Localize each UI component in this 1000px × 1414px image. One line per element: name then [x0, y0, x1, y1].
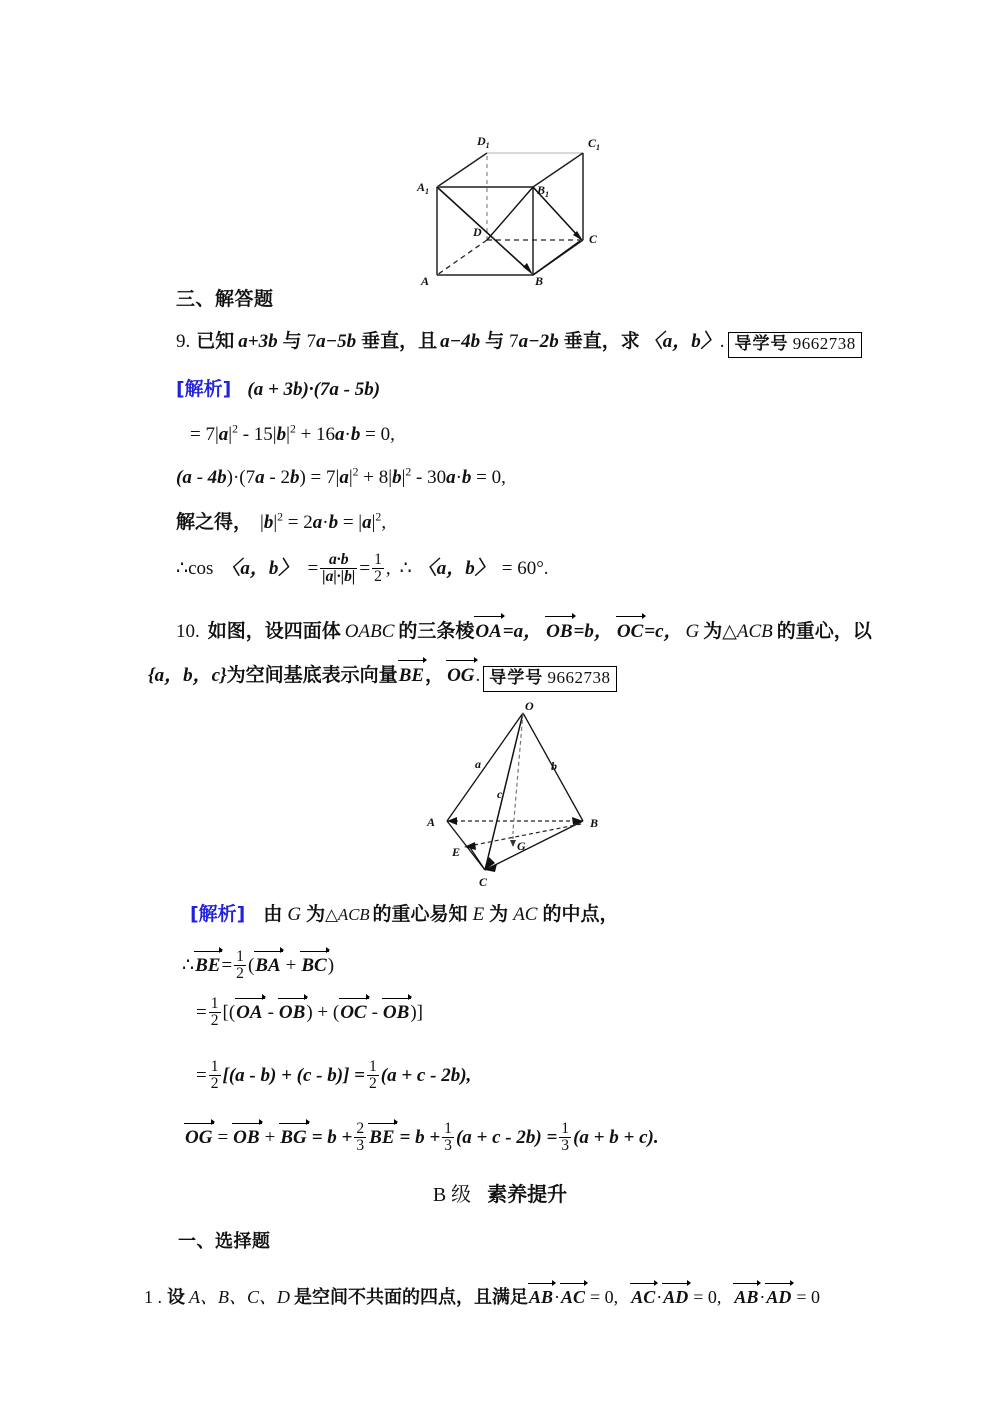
problem-b1-vec-AC-2: AC [631, 1287, 656, 1307]
problem-10-sol-g: G [287, 904, 302, 925]
problem-9-vec-a3: a [440, 331, 450, 352]
p10-l5-vec-BG: BG [280, 1127, 307, 1149]
p10-l3-minus: - [267, 1002, 274, 1024]
p10-l2-vec-BC: BC [301, 955, 327, 977]
problem-10-eq-b: =b， [573, 621, 613, 642]
p10-l4-fraction-half-1: $\frac{1}{2}$ [210, 1058, 219, 1093]
p10-l2-close: ) [327, 955, 335, 977]
problem-10-vector-OG: OG [447, 665, 475, 686]
problem-b1-dot-2: · [656, 1287, 663, 1307]
problem-9-plus3: +3 [247, 331, 269, 352]
tetra-label-B: B [590, 816, 599, 830]
p10-l3-minus-2: - [371, 1002, 378, 1024]
problem-9-fraction-dot: $\frac{a\cdot b}{|a|\cdot|b|}$ [322, 551, 356, 586]
problem-10-sol-b: 为 [306, 903, 326, 925]
problem-9-with-1: 与 [282, 330, 302, 352]
section-heading-part3: 三、解答题 [176, 288, 274, 310]
b-level-title: 素养提升 [487, 1182, 568, 1206]
p10-l3-b: ) + ( [306, 1002, 340, 1024]
p10-l5-fraction-third-2: $\frac{1}{3}$ [561, 1120, 570, 1155]
tetra-edge-label-b: b [551, 759, 557, 773]
problem-10-text-b: 的三条棱 [398, 620, 475, 642]
problem-10-sol-ac: AC [513, 904, 538, 925]
problem-10-sol-a: 由 [263, 903, 283, 925]
problem-10-acb: ACB [736, 621, 773, 642]
problem-9-vec-a2: a [316, 331, 326, 352]
p10-l3-vec-OA: OA [236, 1002, 263, 1024]
problem-9-seven-1: 7 [306, 331, 317, 352]
p10-l4-eq: = [196, 1065, 207, 1087]
p10-l5-eq-2: = b + [311, 1127, 353, 1149]
problem-10-stem-line-1 [176, 622, 872, 641]
problem-9-angle-ask: 〈a，b〉 [643, 331, 720, 352]
tetra-label-G: G [517, 839, 526, 853]
problem-9-number: 9. [176, 331, 191, 352]
cube-label-D: D [473, 225, 482, 239]
problem-9-eq-1: = [307, 558, 319, 580]
problem-10-text-a: 如图，设四面体 [207, 620, 341, 642]
daoxue-box-10[interactable] [483, 666, 616, 692]
problem-b1-vec-AB-2: AB [734, 1287, 759, 1307]
problem-9-minus5: −5 [325, 331, 347, 352]
problem-9-text-1: 已知 [196, 330, 235, 352]
cube-label-B: B [535, 274, 544, 285]
p10-l3-vec-OC: OC [340, 1002, 367, 1024]
problem-9-solution-line-5 [176, 553, 549, 587]
problem-10-solution-line-2 [182, 950, 334, 984]
p10-l3-vec-OB-2: OB [382, 1002, 410, 1024]
p10-l2-fraction-half: $\frac{1}{2}$ [236, 948, 244, 983]
daoxue-number-9: 9662738 [792, 334, 856, 353]
problem-b1-dot-3: · [759, 1287, 766, 1307]
problem-10-sol-e: E [472, 904, 485, 925]
problem-9-solution-line-3: $(a - 4b)\cdot(7a - 2b) = 7|a|^2 + 8|b|^2 - 30a\cdot b = 0$, [176, 465, 506, 488]
daoxue-number-10: 9662738 [547, 668, 611, 687]
tetra-label-A: A [427, 815, 436, 829]
problem-9-angle-2: 〈a，b〉 [417, 558, 494, 580]
problem-10-text-c: 为△ [703, 620, 737, 642]
p10-l4-fraction-half-2: $\frac{1}{2}$ [368, 1058, 377, 1093]
problem-10-comma: ， [425, 664, 445, 686]
problem-10-oabc: OABC [344, 621, 395, 642]
problem-10-solution-line-4 [196, 1060, 471, 1094]
p10-l5-vec-BE: BE [369, 1127, 395, 1149]
p10-l5-eq-3: = b + [399, 1127, 441, 1149]
problem-9-solution-line-2: = $7|a|^2 - 15|b|^2 + 16a\cdot b = 0$, [190, 422, 395, 445]
tetrahedron-diagram [425, 698, 625, 888]
p10-l3-fraction-half: $\frac{1}{2}$ [210, 995, 219, 1030]
problem-b1-vec-AD-1: AD [663, 1287, 689, 1307]
p10-l5-mid: (a + c - 2b) = [455, 1127, 558, 1149]
p10-l5-end: (a + b + c). [573, 1127, 659, 1149]
problem-9-sol-expr-1: (a + 3b)·(7a - 5b) [247, 379, 381, 400]
cube-label-A1: $A_1$ [417, 180, 430, 196]
problem-10-eq-a: =a， [502, 621, 543, 642]
p10-l3-a: [( [222, 1002, 236, 1024]
tetra-label-C: C [479, 875, 488, 888]
p10-l2-vec-BA: BA [255, 955, 281, 977]
problem-b1-eq-3: = 0 [796, 1287, 821, 1307]
problem-10-solution-line-3 [196, 997, 423, 1031]
b-level-label: B 级 [432, 1184, 472, 1206]
problem-b1-text-b: 是空间不共面的四点，且满足 [294, 1287, 528, 1308]
problem-10-solution-line-5 [184, 1122, 659, 1156]
problem-9-vec-b3: b [470, 331, 481, 352]
daoxue-label-9: 导学号 [734, 334, 789, 354]
problem-b1-vec-AB-1: AB [529, 1287, 554, 1307]
p10-l3-vec-OB: OB [278, 1002, 306, 1024]
p10-l5-vec-OB: OB [233, 1127, 260, 1149]
problem-b1-eq-2: = 0, [693, 1287, 722, 1307]
problem-9-minus4: −4 [449, 331, 471, 352]
problem-b1-points: A、B、C、D [189, 1287, 290, 1307]
tetra-label-O: O [525, 699, 534, 713]
cube-label-C: C [589, 232, 598, 246]
problem-b1-vec-AD-2: AD [766, 1287, 792, 1307]
problem-10-g: G [685, 621, 700, 642]
problem-10-eq-c: =c， [644, 621, 683, 642]
tetra-edge-label-c: c [497, 787, 503, 801]
problem-9-comma: , [385, 558, 391, 580]
p10-l3-c: )] [410, 1002, 423, 1024]
solution-tag-9: [解析] [176, 378, 232, 400]
problem-b1-text-a: 设 [167, 1287, 185, 1308]
problem-10-stem-line-2 [148, 666, 617, 692]
problem-10-sol-d: 为 [489, 903, 509, 925]
p10-l2-open: ( [247, 955, 255, 977]
cube-label-B1: $B_1$ [537, 183, 550, 199]
p10-l2-eq: = [221, 955, 233, 977]
p10-l2-vec-BE: BE [195, 955, 221, 977]
problem-9-angle-1: 〈a，b〉 [221, 558, 298, 580]
problem-10-sol-f: 的中点， [542, 903, 619, 925]
problem-9-seven-2: 7 [509, 331, 519, 352]
problem-9-perp-2: 垂直，求 [563, 330, 640, 352]
problem-b1-eq-1: = 0, [590, 1287, 619, 1307]
cube-diagram [415, 105, 635, 285]
p10-l5-fraction-third-1: $\frac{1}{3}$ [444, 1120, 452, 1155]
p10-l5-eq-1: = [217, 1127, 229, 1149]
problem-10-sol-tri: △ACB [325, 905, 370, 924]
problem-10-vector-BE: BE [398, 665, 425, 686]
problem-10-sol-c: 的重心易知 [372, 903, 468, 925]
p10-l3-eq: = [196, 1002, 207, 1024]
problem-9-eq-2: = [359, 558, 371, 580]
problem-10-number: 10. [176, 621, 200, 642]
problem-9-vec-a1: a [238, 331, 248, 352]
problem-9-with-2: 与 [485, 330, 505, 352]
daoxue-box-9[interactable] [728, 332, 861, 358]
b-level-banner [0, 1178, 1000, 1207]
problem-9-sol-prefix-4: 解之得， [176, 511, 253, 533]
problem-9-solution-line-1 [176, 380, 380, 399]
problem-b1-number: 1 . [144, 1287, 162, 1307]
problem-10-vector-OA: OA [475, 621, 502, 642]
problem-9-vec-b4: b [549, 331, 559, 352]
problem-9-period: . [719, 331, 725, 352]
problem-9-therefore-2: ∴ [399, 558, 412, 580]
problem-9-perp-1: 垂直，且 [361, 330, 438, 352]
tetra-label-E: E [452, 845, 461, 859]
problem-10-solution-line-1 [190, 905, 618, 924]
p10-l5-plus: + [264, 1127, 276, 1149]
problem-10-vector-OC: OC [616, 621, 644, 642]
problem-9-solution-line-4: 解之得， $|b|^2 = 2a\cdot b = |a|^2$, [176, 510, 387, 533]
problem-b1-stem [144, 1288, 820, 1307]
problem-10-vector-OB: OB [546, 621, 573, 642]
p10-l2-therefore: ∴ [182, 955, 195, 977]
problem-9-vec-b2: b [346, 331, 357, 352]
problem-b1-vec-AC-1: AC [561, 1287, 586, 1307]
problem-9-stem [176, 332, 862, 358]
daoxue-label-10: 导学号 [489, 668, 544, 688]
p10-l4-expr-a: [(a - b) + (c - b)] = [222, 1065, 365, 1087]
cube-label-D1: $D_1$ [477, 134, 490, 150]
problem-9-vec-a4: a [518, 331, 529, 352]
problem-b1-dot-1: · [554, 1287, 561, 1307]
problem-9-result: = 60°. [501, 558, 549, 580]
solution-tag-10: [解析] [190, 903, 246, 925]
problem-9-vec-b1: b [268, 331, 278, 352]
problem-9-minus2: −2 [528, 331, 550, 352]
problem-9-fraction-half: $\frac{1}{2}$ [374, 551, 382, 586]
problem-10-period: . [475, 665, 481, 686]
cube-label-A: A [421, 274, 430, 285]
p10-l4-expr-b: (a + c - 2b), [380, 1065, 472, 1087]
problem-10-basis: {a，b，c} [148, 665, 227, 686]
cube-label-C1: $C_1$ [588, 136, 601, 152]
p10-l5-vec-OG: OG [185, 1127, 213, 1149]
problem-10-text-d: 的重心，以 [776, 620, 872, 642]
problem-10-text-e: 为空间基底表示向量 [226, 664, 398, 686]
problem-9-therefore-cos: ∴cos [176, 558, 214, 580]
p10-l5-fraction-two-thirds: $\frac{2}{3}$ [356, 1120, 365, 1155]
p10-l2-plus: + [285, 955, 297, 977]
tetra-edge-label-a: a [475, 757, 481, 771]
section-heading-part1: 一、选择题 [178, 1231, 271, 1252]
